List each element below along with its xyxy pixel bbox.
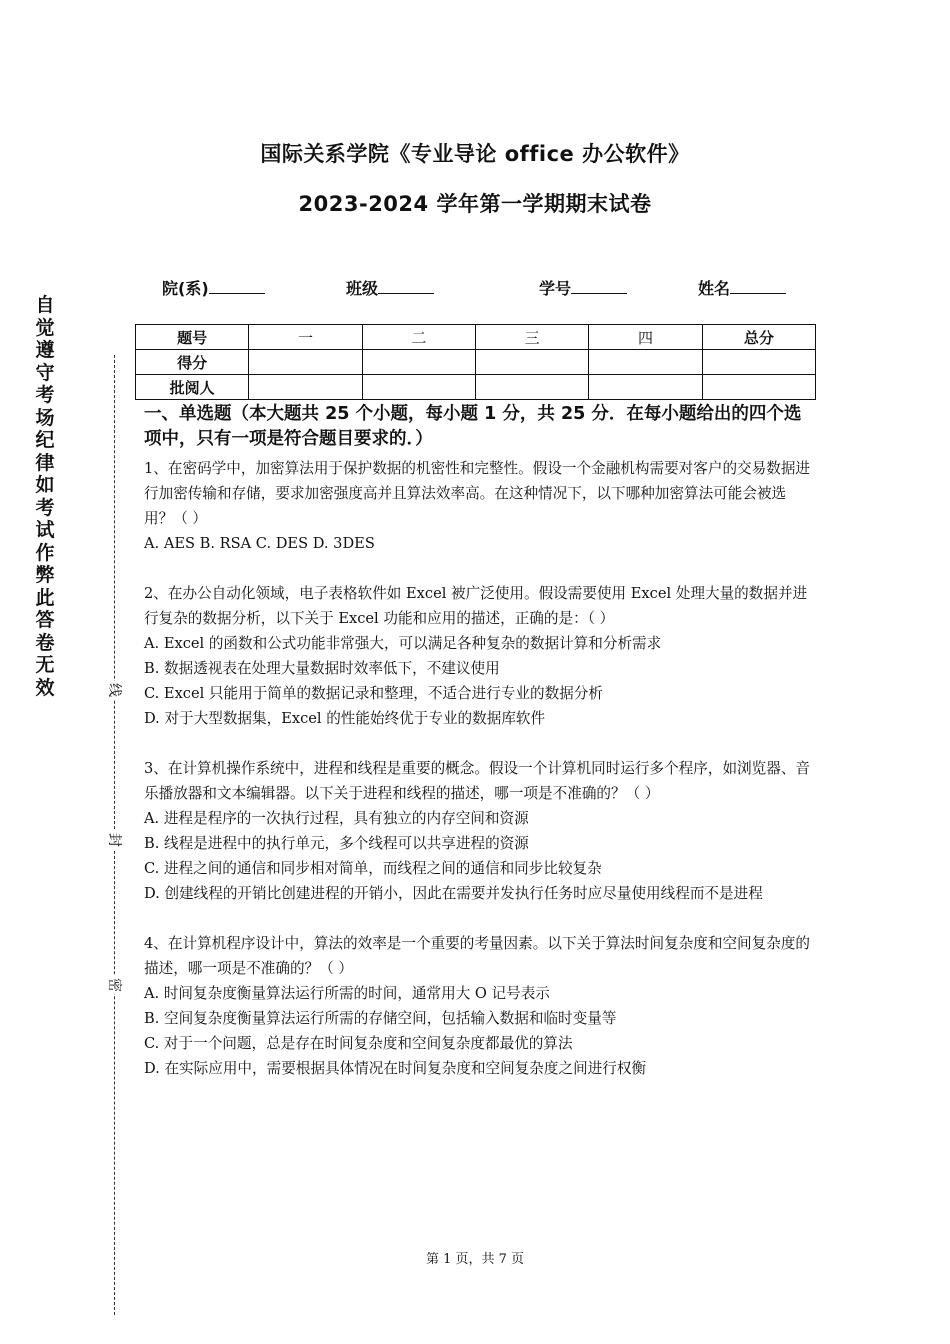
question-option: A. 进程是程序的一次执行过程，具有独立的内存空间和资源 (144, 810, 529, 827)
question-option: A. AES B. RSA C. DES D. 3DES (144, 535, 375, 552)
question-stem: 2、在办公自动化领域，电子表格软件如 Excel 被广泛使用。假设需要使用 Excel 处理大量的数据并进行复杂的数据分析，以下关于 Excel 功能和应用的描述，正确的是：（ ） (144, 585, 808, 627)
question-list (144, 456, 810, 1081)
department-label: 院(系) (162, 279, 209, 298)
score-cell (589, 350, 702, 375)
score-cell (589, 375, 702, 400)
department-field (162, 276, 265, 299)
question-option: D. 创建线程的开销比创建进程的开销小，因此在需要并发执行任务时应尽量使用线程而不是进程 (144, 885, 763, 902)
score-row-label: 批阅人 (136, 375, 249, 400)
question-item (144, 456, 810, 556)
question-option: B. 线程是进程中的执行单元，多个线程可以共享进程的资源 (144, 835, 529, 852)
name-label: 姓名 (698, 279, 731, 298)
question-stem: 3、在计算机操作系统中，进程和线程是重要的概念。假设一个计算机同时运行多个程序，如浏览器、音乐播放器和文本编辑器。以下关于进程和线程的描述，哪一项是不准确的？（ ） (144, 760, 811, 802)
question-option: C. Excel 只能用于简单的数据记录和整理，不适合进行专业的数据分析 (144, 685, 603, 702)
exam-title-line1: 国际关系学院《专业导论 office 办公软件》 (260, 142, 690, 166)
page-number: 第 1 页，共 7 页 (425, 1252, 525, 1267)
binding-mark-seal: 封 (105, 831, 125, 849)
question-item (144, 581, 810, 731)
score-table (135, 324, 816, 400)
binding-mark-line: 线 (105, 681, 125, 699)
score-cell (362, 375, 475, 400)
class-label: 班级 (346, 279, 379, 298)
score-header-cell: 三 (475, 325, 588, 350)
score-cell (475, 350, 588, 375)
department-blank (209, 279, 265, 294)
score-header-cell: 四 (589, 325, 702, 350)
question-option: D. 在实际应用中，需要根据具体情况在时间复杂度和空间复杂度之间进行权衡 (144, 1060, 647, 1077)
exam-content (144, 402, 810, 1106)
student-id-label: 学号 (539, 279, 572, 298)
question-option: D. 对于大型数据集，Excel 的性能始终优于专业的数据库软件 (144, 710, 546, 727)
question-option: C. 进程之间的通信和同步相对简单，而线程之间的通信和同步比较复杂 (144, 860, 602, 877)
score-cell (702, 350, 815, 375)
score-row-label: 得分 (136, 350, 249, 375)
score-table-row (136, 350, 816, 375)
question-option: A. Excel 的函数和公式功能非常强大，可以满足各种复杂的数据计算和分析需求 (144, 635, 662, 652)
binding-mark-secret: 密 (105, 976, 125, 994)
exam-discipline-notice: 自 觉 遵 守 考 场 纪 律 如 考 试 作 弊 此 答 卷 无 效 (35, 294, 55, 699)
score-table-header-row (136, 325, 816, 350)
class-field (346, 276, 434, 299)
question-option: B. 数据透视表在处理大量数据时效率低下，不建议使用 (144, 660, 500, 677)
score-cell (362, 350, 475, 375)
name-field (698, 276, 786, 299)
score-header-cell: 题号 (136, 325, 249, 350)
class-blank (378, 279, 434, 294)
question-option: C. 对于一个问题，总是存在时间复杂度和空间复杂度都最优的算法 (144, 1035, 573, 1052)
score-header-cell: 二 (362, 325, 475, 350)
question-option: A. 时间复杂度衡量算法运行所需的时间，通常用大 O 记号表示 (144, 985, 550, 1002)
score-cell (249, 350, 362, 375)
student-id-blank (571, 279, 627, 294)
section-heading: 一、单选题（本大题共 25 个小题，每小题 1 分，共 25 分．在每小题给出的四个选项中，只有一项是符合题目要求的．） (144, 404, 802, 449)
question-item (144, 756, 810, 906)
score-header-cell: 总分 (702, 325, 815, 350)
student-id-field (539, 276, 627, 299)
score-cell (249, 375, 362, 400)
score-cell (702, 375, 815, 400)
name-blank (730, 279, 786, 294)
question-item (144, 931, 810, 1081)
score-header-cell: 一 (249, 325, 362, 350)
question-stem: 4、在计算机程序设计中，算法的效率是一个重要的考量因素。以下关于算法时间复杂度和空间复杂度的描述，哪一项是不准确的？（ ） (144, 935, 811, 977)
question-option: B. 空间复杂度衡量算法运行所需的存储空间，包括输入数据和临时变量等 (144, 1010, 617, 1027)
score-cell (475, 375, 588, 400)
score-table-row (136, 375, 816, 400)
question-stem: 1、在密码学中，加密算法用于保护数据的机密性和完整性。假设一个金融机构需要对客户的交易数据进行加密传输和存储，要求加密强度高并且算法效率高。在这种情况下，以下哪种加密算法可能会被选用？（ ） (144, 460, 811, 527)
exam-title-line2: 2023-2024 学年第一学期期末试卷 (298, 192, 652, 216)
